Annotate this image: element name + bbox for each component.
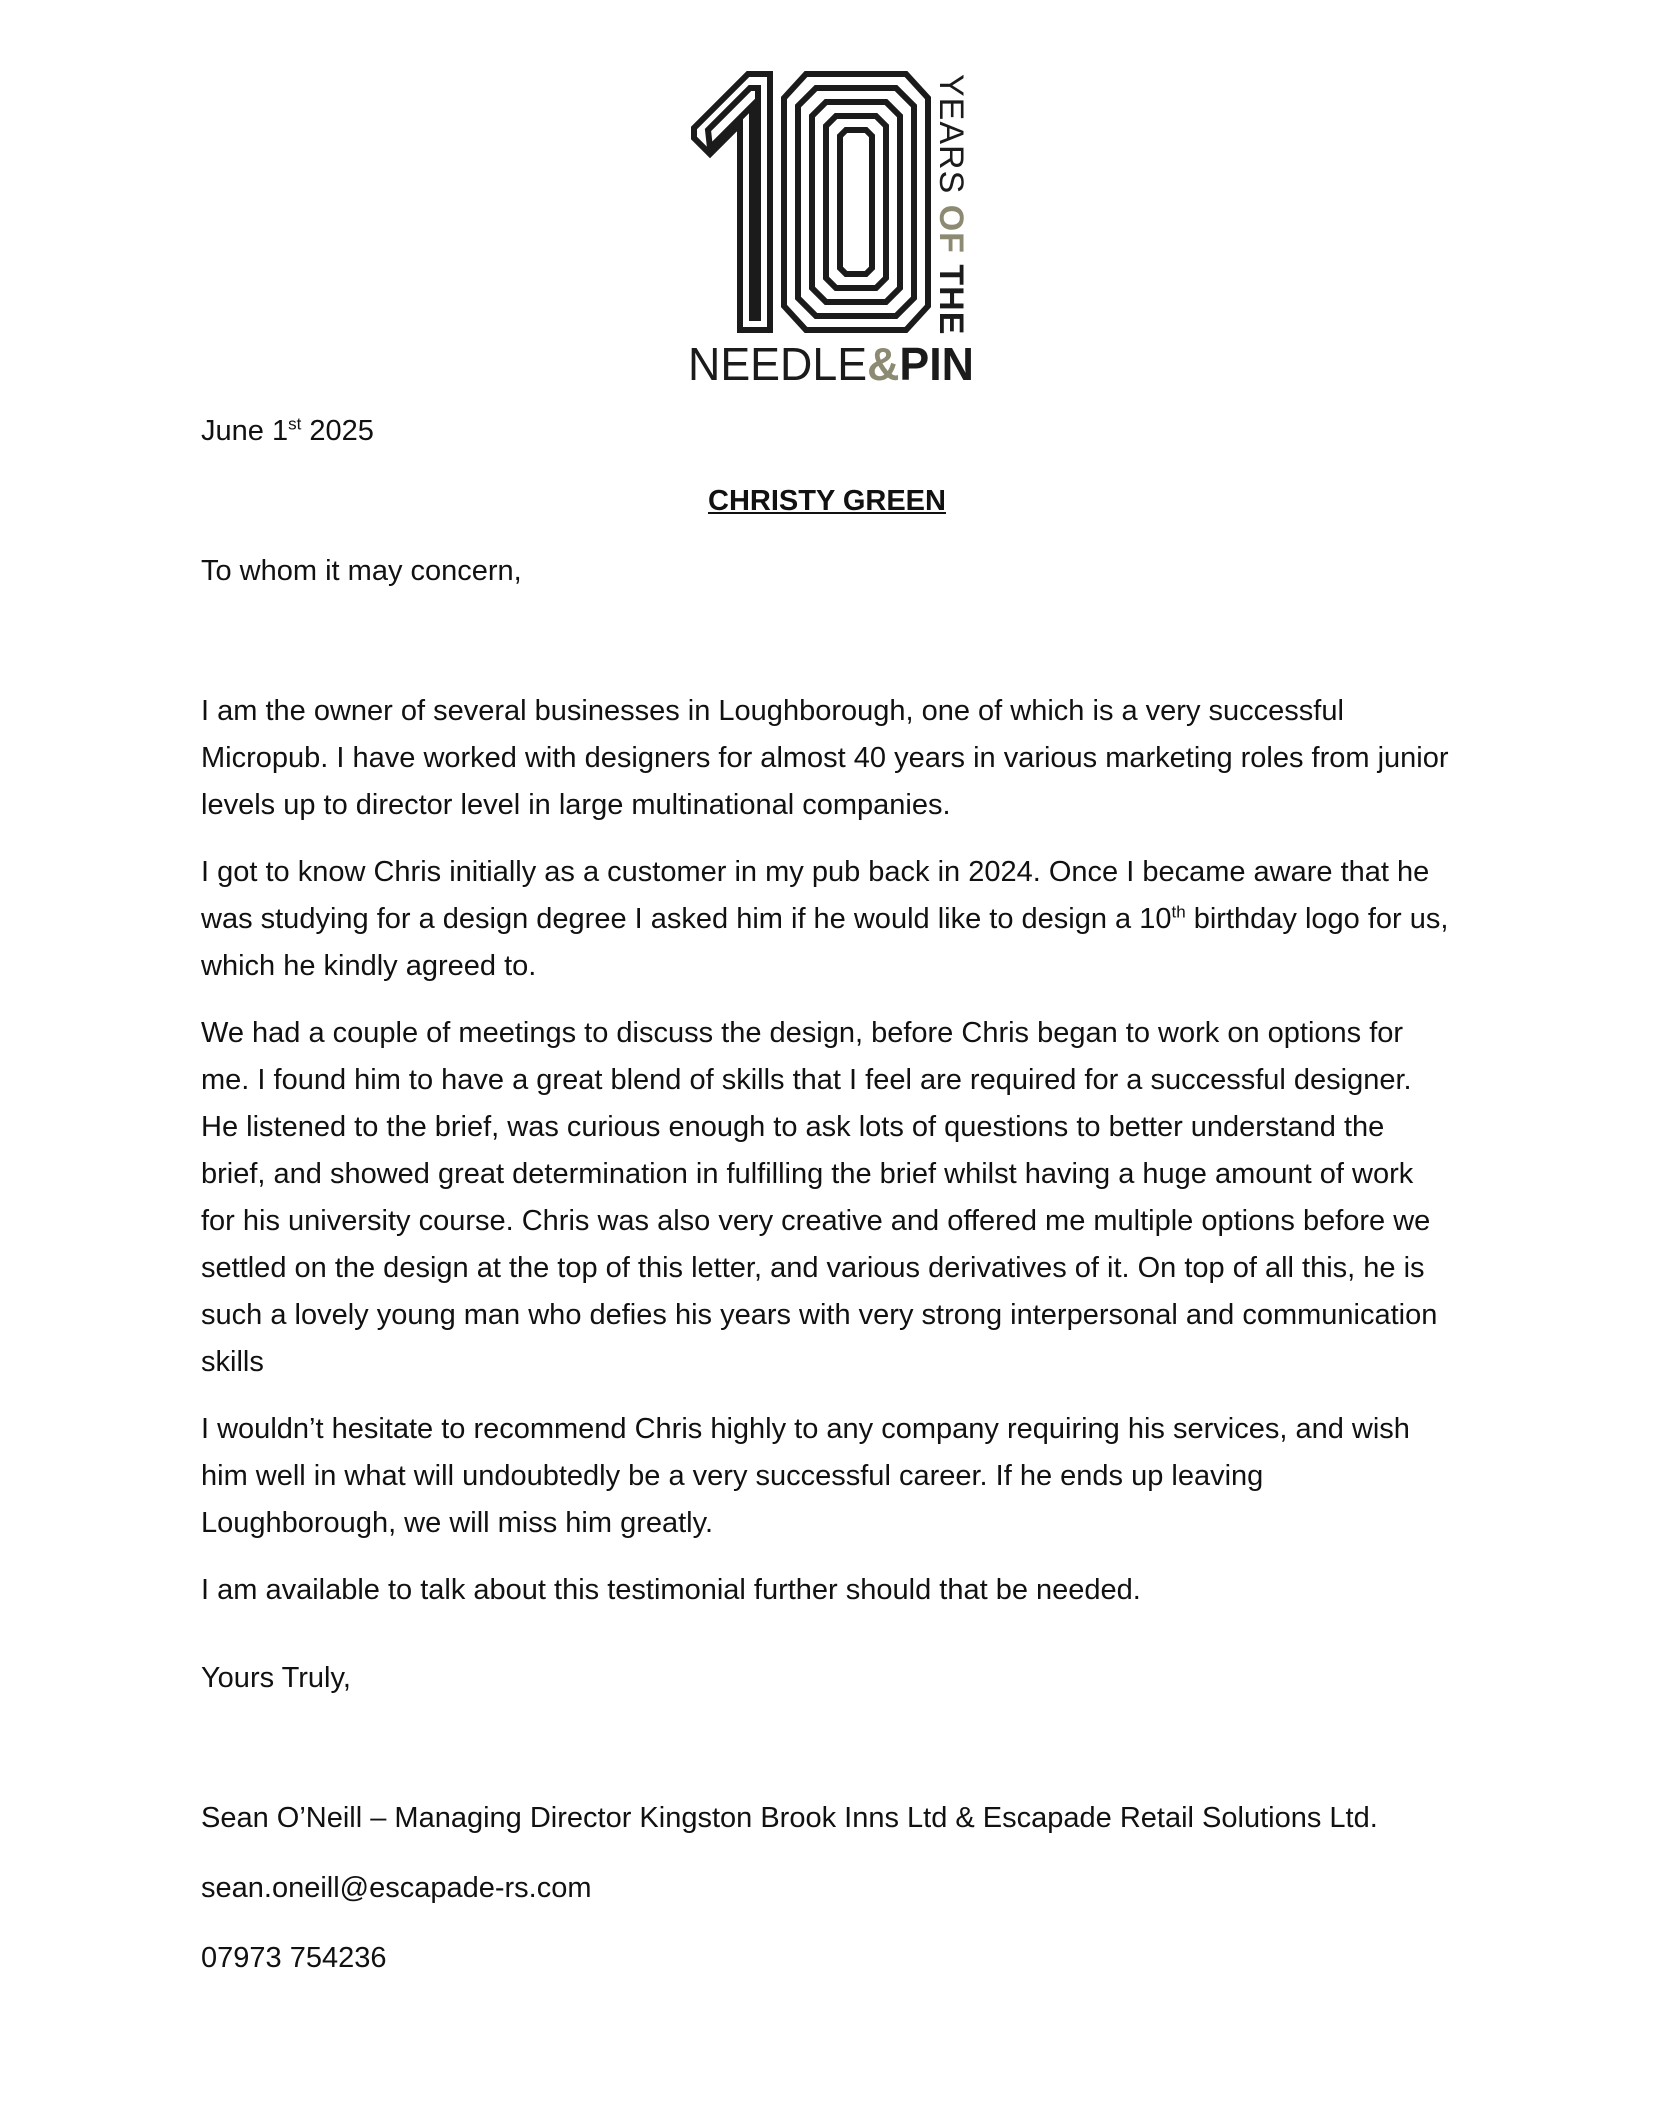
body-paragraph-3: We had a couple of meetings to discuss the design, before Chris began to work on options for me. I found him to have a great blend of skills that I feel are required for a successful designer. He listened to the brief, was curious enough to ask lots of questions to better understand the brief, and showed great determination in fulfilling the brief whilst having a huge amount of work for his university course. Chris was also very creative and offered me multiple options before we settled on the design at the top of this letter, and various derivatives of it. On top of all this, he is such a lovely young man who defies his years with very strong interpersonal and communication skills <box>201 1017 1438 1378</box>
letter-body <box>201 688 1451 1634</box>
paragraph-2-ordinal: th <box>1171 902 1186 922</box>
paragraph-2-part-a: I got to know Chris initially as a customer in my pub back in 2024. Once I became aware that he was studying for a design degree I asked him if he would like to design a 10 <box>201 856 1430 935</box>
logo-bottom-text: NEEDLE&PIN <box>688 338 977 388</box>
numeral-one-graphic <box>694 74 770 330</box>
date-suffix: 2025 <box>301 415 374 447</box>
contact-email: sean.oneill@escapade-rs.com <box>201 1872 592 1904</box>
logo-vertical-text: YEARS OF THE <box>932 74 970 336</box>
letter-greeting: To whom it may concern, <box>201 555 522 587</box>
paragraph-2-part-b: birthday logo for us, which he kindly agreed to. <box>201 903 1449 982</box>
date-prefix: June 1 <box>201 415 289 447</box>
letter-date <box>201 408 1461 455</box>
letter-subject: CHRISTY GREEN <box>708 485 946 517</box>
letter-closing: Yours Truly, <box>201 1662 351 1694</box>
body-paragraph-1: I am the owner of several businesses in Loughborough, one of which is a very successful Micropub. I have worked with designers for almost 40 years in various marketing roles from junior levels up to director level in large multinational companies. <box>201 695 1449 821</box>
body-paragraph-4: I wouldn’t hesitate to recommend Chris highly to any company requiring his services, and wish him well in what will undoubtedly be a very successful career. If he ends up leaving Loughborough, we will miss him greatly. <box>201 1413 1410 1539</box>
body-paragraph-2 <box>201 849 1451 990</box>
body-paragraph-5: I am available to talk about this testimonial further should that be needed. <box>201 1574 1141 1606</box>
numeral-zero-graphic <box>784 74 928 330</box>
signature-line: Sean O’Neill – Managing Director Kingston Brook Inns Ltd & Escapade Retail Solutions Ltd. <box>201 1802 1378 1834</box>
contact-phone: 07973 754236 <box>201 1942 387 1974</box>
date-ordinal: st <box>288 414 302 434</box>
needle-and-pin-10-years-logo <box>688 68 978 388</box>
